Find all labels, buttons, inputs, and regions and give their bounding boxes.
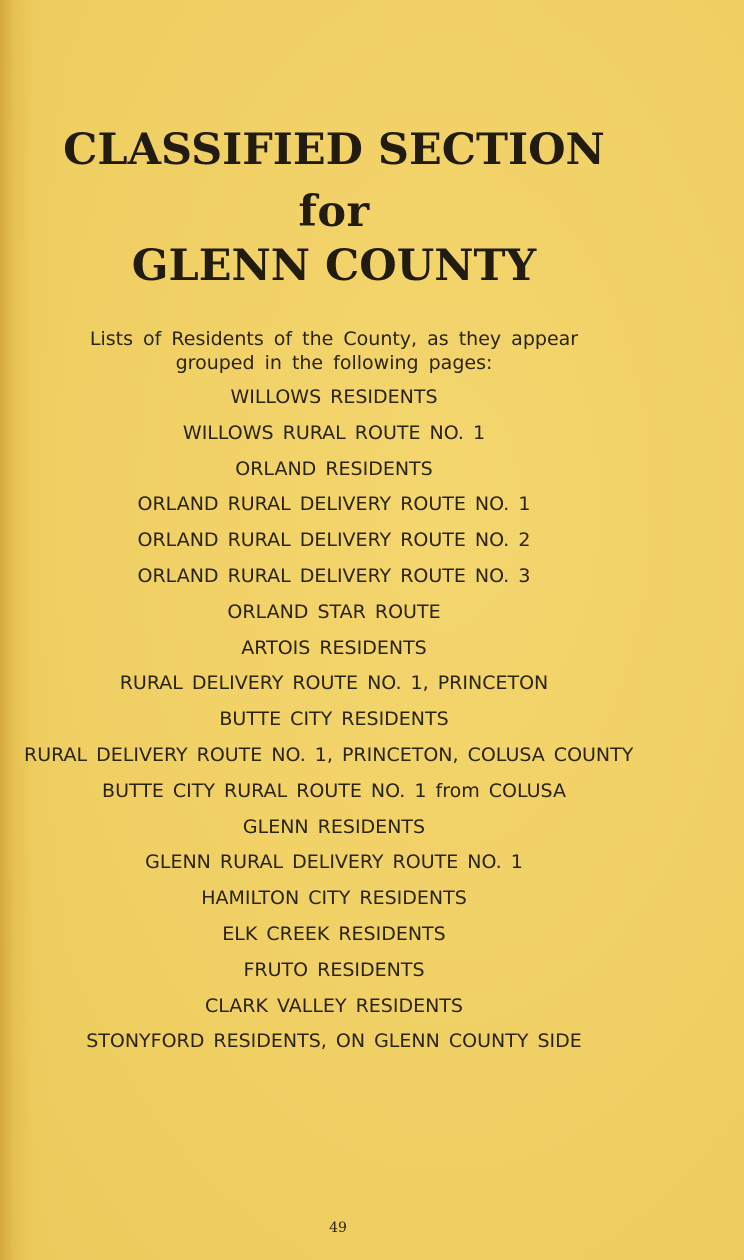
list-item: ORLAND RURAL DELIVERY ROUTE NO. 2 (137, 529, 531, 552)
residents-group-list (0, 380, 668, 1060)
list-item: ORLAND RURAL DELIVERY ROUTE NO. 1 (137, 493, 531, 516)
list-item: ORLAND STAR ROUTE (227, 600, 441, 623)
list-item: BUTTE CITY RURAL ROUTE NO. 1 from COLUSA (102, 779, 566, 802)
intro-line-1: Lists of Residents of the County, as they appear (89, 328, 579, 350)
list-item: ORLAND RESIDENTS (235, 457, 433, 480)
section-title: CLASSIFIED SECTION (63, 125, 605, 175)
list-item: HAMILTON CITY RESIDENTS (201, 887, 467, 910)
list-item: BUTTE CITY RESIDENTS (219, 708, 449, 731)
page-number: 49 (329, 1220, 347, 1236)
list-item: GLENN RURAL DELIVERY ROUTE NO. 1 (145, 851, 523, 874)
list-item: WILLOWS RURAL ROUTE NO. 1 (182, 421, 486, 444)
section-title-for: for (298, 187, 370, 237)
list-item: ARTOIS RESIDENTS (241, 636, 427, 659)
list-item: RURAL DELIVERY ROUTE NO. 1, PRINCETON, COLUSA COUNTY (24, 743, 634, 766)
list-item: RURAL DELIVERY ROUTE NO. 1, PRINCETON (119, 672, 549, 695)
intro-line-2: grouped in the following pages: (175, 352, 493, 374)
list-item: FRUTO RESIDENTS (243, 958, 425, 981)
county-title: GLENN COUNTY (131, 241, 537, 291)
list-item: GLENN RESIDENTS (242, 815, 426, 838)
list-item: CLARK VALLEY RESIDENTS (205, 994, 463, 1017)
list-item: ELK CREEK RESIDENTS (222, 922, 446, 945)
list-item: STONYFORD RESIDENTS, ON GLENN COUNTY SIDE (86, 1030, 582, 1053)
list-item: ORLAND RURAL DELIVERY ROUTE NO. 3 (137, 564, 531, 587)
list-item: WILLOWS RESIDENTS (230, 386, 438, 408)
